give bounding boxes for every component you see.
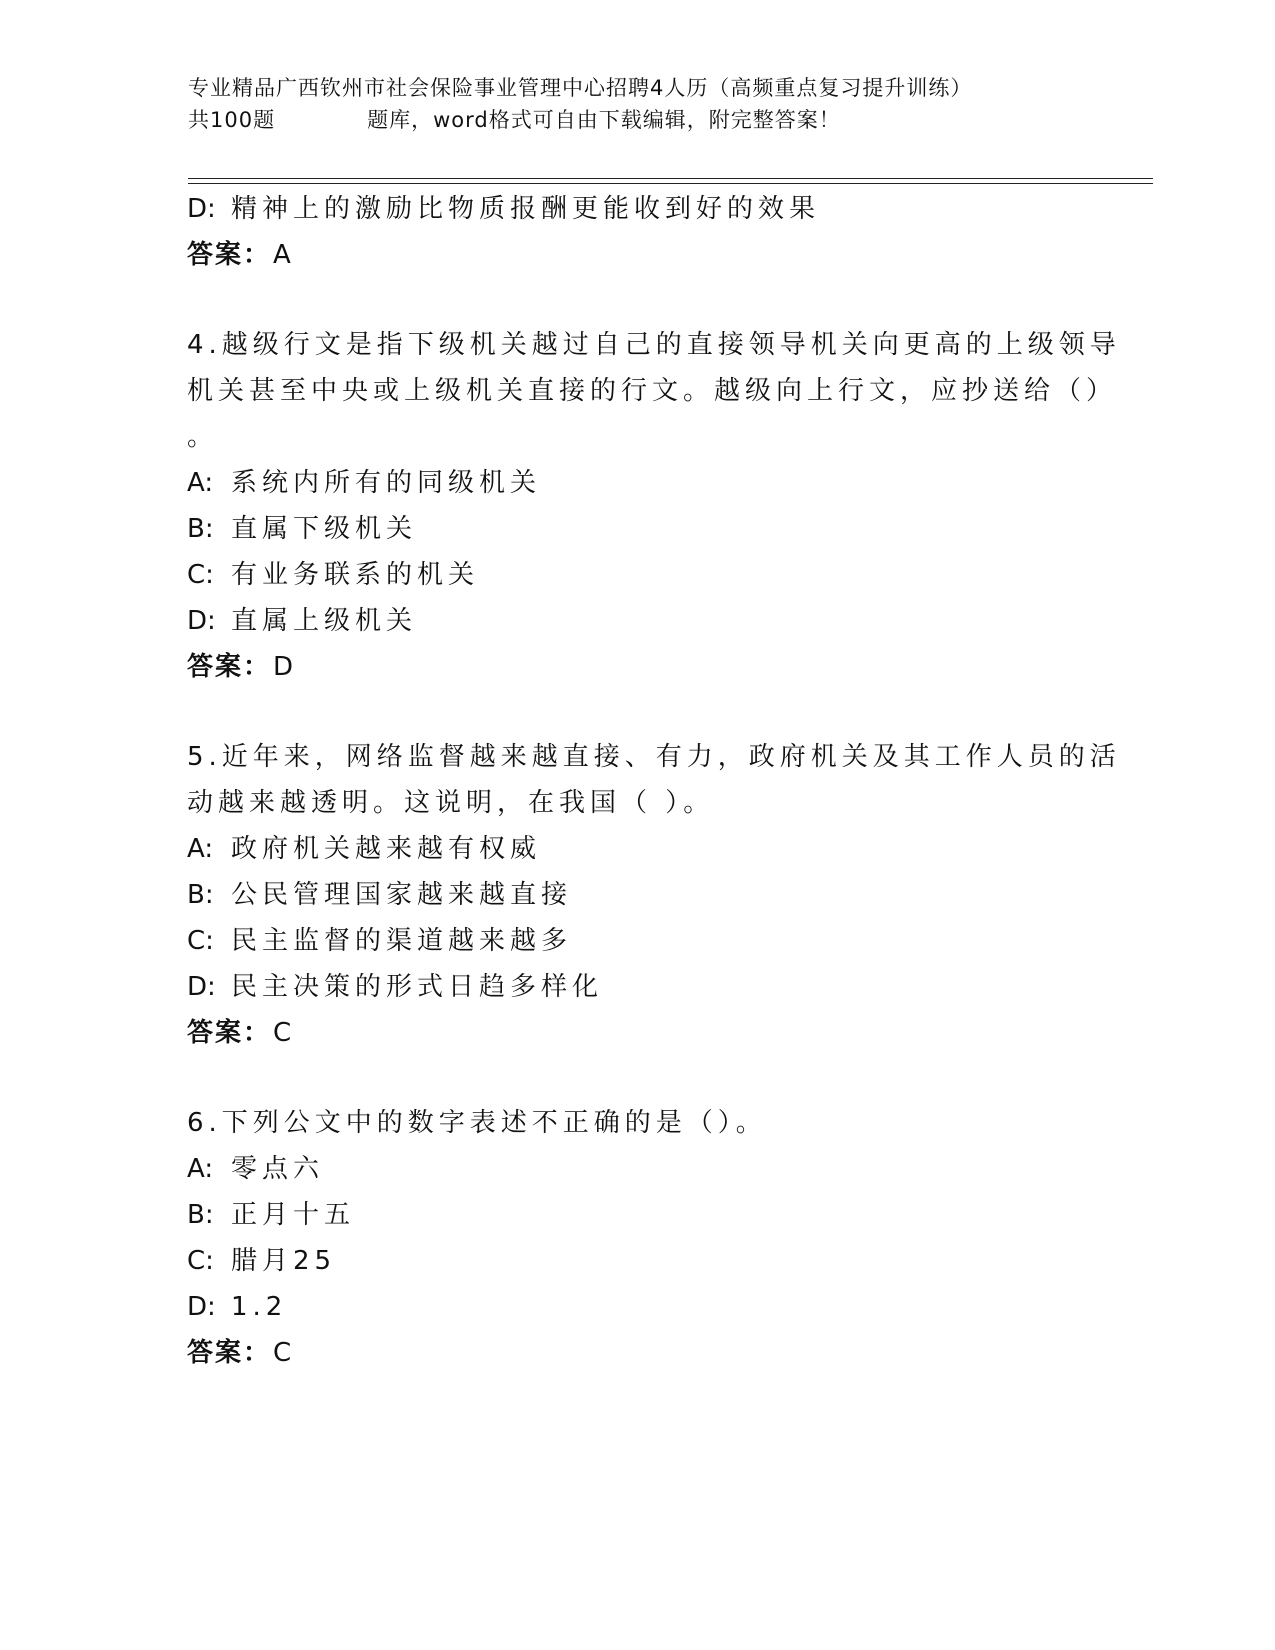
option-key: C: (187, 560, 214, 590)
answer (187, 1010, 1087, 1056)
option-text: 零点六 (231, 1154, 325, 1184)
option-c (187, 918, 1087, 964)
option-a (187, 460, 1087, 506)
header-title: 专业精品广西钦州市社会保险事业管理中心招聘4人历（高频重点复习提升训练） (188, 76, 973, 100)
question-text: 机关甚至中央或上级机关直接的行文。越级向上行文，应抄送给（） (187, 376, 1118, 406)
option-text: 腊月25 (231, 1246, 337, 1276)
option-key: A: (187, 468, 214, 498)
option-key: B: (187, 514, 214, 544)
option-a (187, 826, 1087, 872)
option-key: B: (187, 1200, 214, 1230)
option-key: D: (187, 606, 216, 636)
question-text: 6.下列公文中的数字表述不正确的是（）。 (187, 1108, 767, 1138)
answer (187, 1330, 1087, 1376)
question-6 (187, 1100, 1087, 1376)
option-text: 民主监督的渠道越来越多 (231, 926, 573, 956)
answer-label: 答案： (187, 1018, 272, 1048)
question-5 (187, 734, 1121, 1056)
option-key: D: (187, 1292, 216, 1322)
option-key: A: (187, 834, 214, 864)
answer (187, 644, 1087, 690)
option-key: D: (187, 194, 216, 224)
option-key: C: (187, 926, 214, 956)
option-key: B: (187, 880, 214, 910)
option-text: 民主决策的形式日趋多样化 (231, 972, 604, 1002)
option-c (187, 552, 1087, 598)
answer-value: C (273, 1338, 294, 1368)
option-text: 正月十五 (231, 1200, 356, 1230)
answer-label: 答案： (187, 652, 272, 682)
prev-option-d (187, 186, 1087, 232)
option-text: 政府机关越来越有权威 (231, 834, 542, 864)
header-divider-top (188, 178, 1153, 179)
option-d (187, 964, 1087, 1010)
question-text: 4.越级行文是指下级机关越过自己的直接领导机关向更高的上级领导 (187, 330, 1121, 360)
document-body (187, 186, 1121, 1376)
question-text: 动越来越透明。这说明，在我国（ ）。 (187, 788, 715, 818)
answer-label: 答案： (187, 1338, 272, 1368)
page-header (188, 72, 1088, 136)
prev-answer (187, 232, 1087, 278)
option-b (187, 506, 1087, 552)
question-4 (187, 322, 1121, 690)
option-b (187, 872, 1087, 918)
header-note: 题库，word格式可自由下载编辑，附完整答案！ (367, 108, 841, 132)
header-divider-bottom (188, 183, 1153, 184)
option-text: 直属下级机关 (231, 514, 418, 544)
question-text: 5.近年来，网络监督越来越直接、有力，政府机关及其工作人员的活 (187, 742, 1121, 772)
option-d (187, 1284, 1087, 1330)
option-b (187, 1192, 1087, 1238)
option-key: C: (187, 1246, 214, 1276)
answer-value: A (273, 240, 293, 270)
option-text: 精神上的激励比物质报酬更能收到好的效果 (231, 194, 821, 224)
option-c (187, 1238, 1087, 1284)
option-text: 直属上级机关 (231, 606, 418, 636)
option-text: 有业务联系的机关 (231, 560, 480, 590)
question-text: 。 (187, 422, 219, 452)
option-text: 1.2 (231, 1292, 288, 1322)
question-count: 共100题 (188, 108, 276, 132)
option-a (187, 1146, 1087, 1192)
option-key: D: (187, 972, 216, 1002)
header-subtitle (188, 104, 1088, 136)
option-text: 系统内所有的同级机关 (231, 468, 542, 498)
option-d (187, 598, 1087, 644)
answer-label: 答案： (187, 240, 272, 270)
option-key: A: (187, 1154, 214, 1184)
answer-value: C (273, 1018, 294, 1048)
option-text: 公民管理国家越来越直接 (231, 880, 573, 910)
answer-value: D (273, 652, 296, 682)
